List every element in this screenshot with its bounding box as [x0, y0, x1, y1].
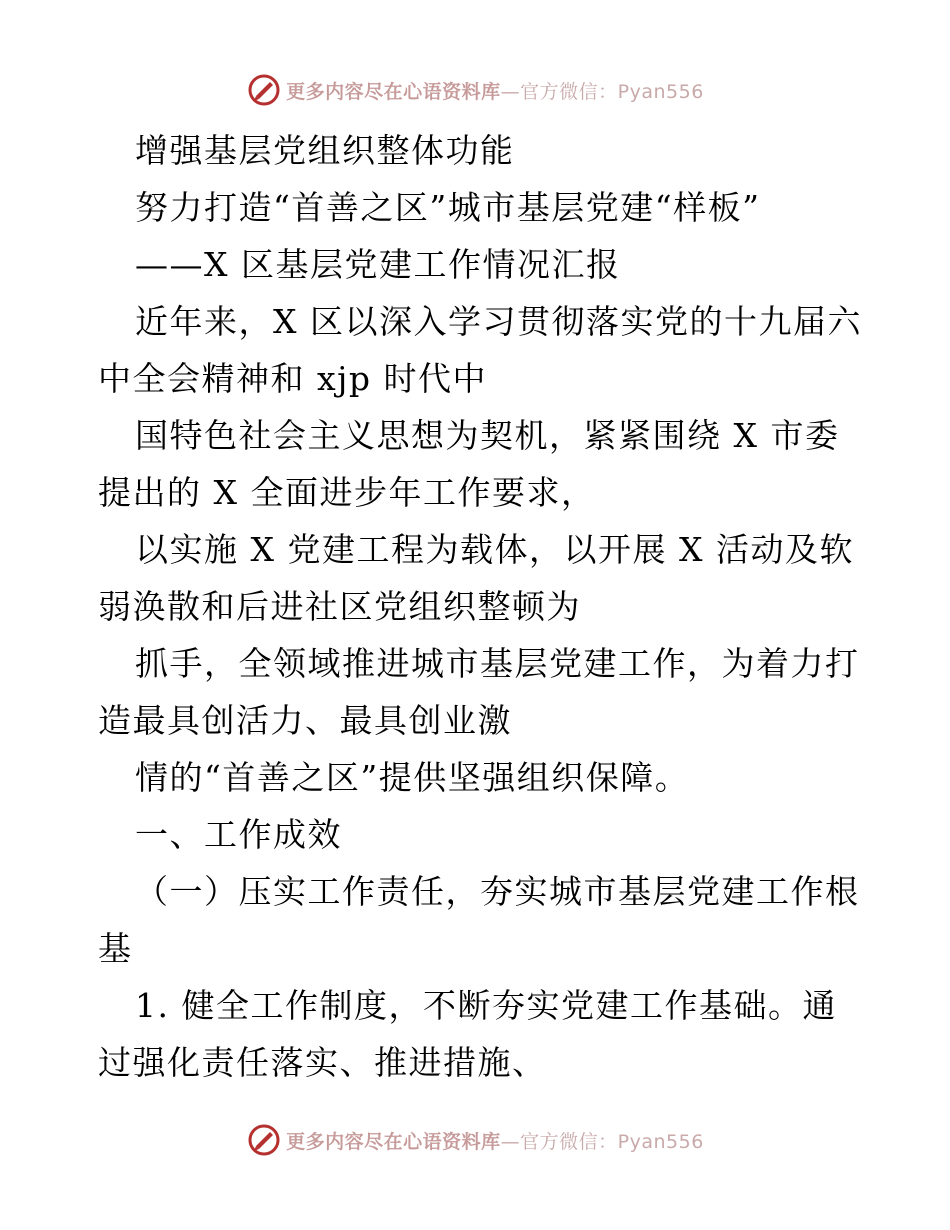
paragraph-line: 基 [98, 929, 133, 968]
paragraph-line: 以实施 X 党建工程为载体，以开展 X 活动及软 [135, 530, 854, 569]
paragraph-line: 弱涣散和后进社区党组织整顿为 [98, 587, 581, 626]
paragraph-line: 过强化责任落实、推进措施、 [98, 1043, 547, 1082]
paragraph-line: 1. 健全工作制度，不断夯实党建工作基础。通 [135, 986, 837, 1025]
paragraph-line: 一、工作成效 [135, 815, 342, 854]
watermark-separator: — [500, 1130, 521, 1153]
document-body [98, 122, 862, 1091]
paragraph-line: 增强基层党组织整体功能 [135, 131, 515, 170]
paragraph-line: 国特色社会主义思想为契机，紧紧围绕 X 市委 [135, 416, 840, 455]
footer-watermark [0, 1120, 950, 1160]
paragraph-line: 造最具创活力、最具创业激 [98, 701, 512, 740]
watermark-text [286, 1127, 704, 1154]
paragraph-line: 近年来，X 区以深入学习贯彻落实党的十九届六 [135, 302, 862, 341]
paragraph-line: 努力打造“首善之区”城市基层党建“样板” [135, 188, 761, 227]
watermark-brand: 更多内容尽在心语资料库 [286, 1130, 501, 1153]
pen-logo-icon [246, 72, 282, 108]
watermark-text [286, 77, 704, 104]
paragraph-line: 情的“首善之区”提供坚强组织保障。 [135, 758, 690, 797]
paragraph-line: 中全会精神和 xjp 时代中 [98, 359, 487, 398]
header-watermark [0, 70, 950, 110]
paragraph-line: ——X 区基层党建工作情况汇报 [135, 245, 621, 284]
paragraph-line: 抓手，全领域推进城市基层党建工作，为着力打 [135, 644, 860, 683]
watermark-brand: 更多内容尽在心语资料库 [286, 80, 501, 103]
paragraph-line: （一）压实工作责任，夯实城市基层党建工作根 [135, 872, 860, 911]
watermark-contact: 官方微信：Pyan556 [520, 1130, 704, 1153]
watermark-contact: 官方微信：Pyan556 [520, 80, 704, 103]
pen-logo-icon [246, 1122, 282, 1158]
watermark-separator: — [500, 80, 521, 103]
paragraph-line: 提出的 X 全面进步年工作要求， [98, 473, 596, 512]
